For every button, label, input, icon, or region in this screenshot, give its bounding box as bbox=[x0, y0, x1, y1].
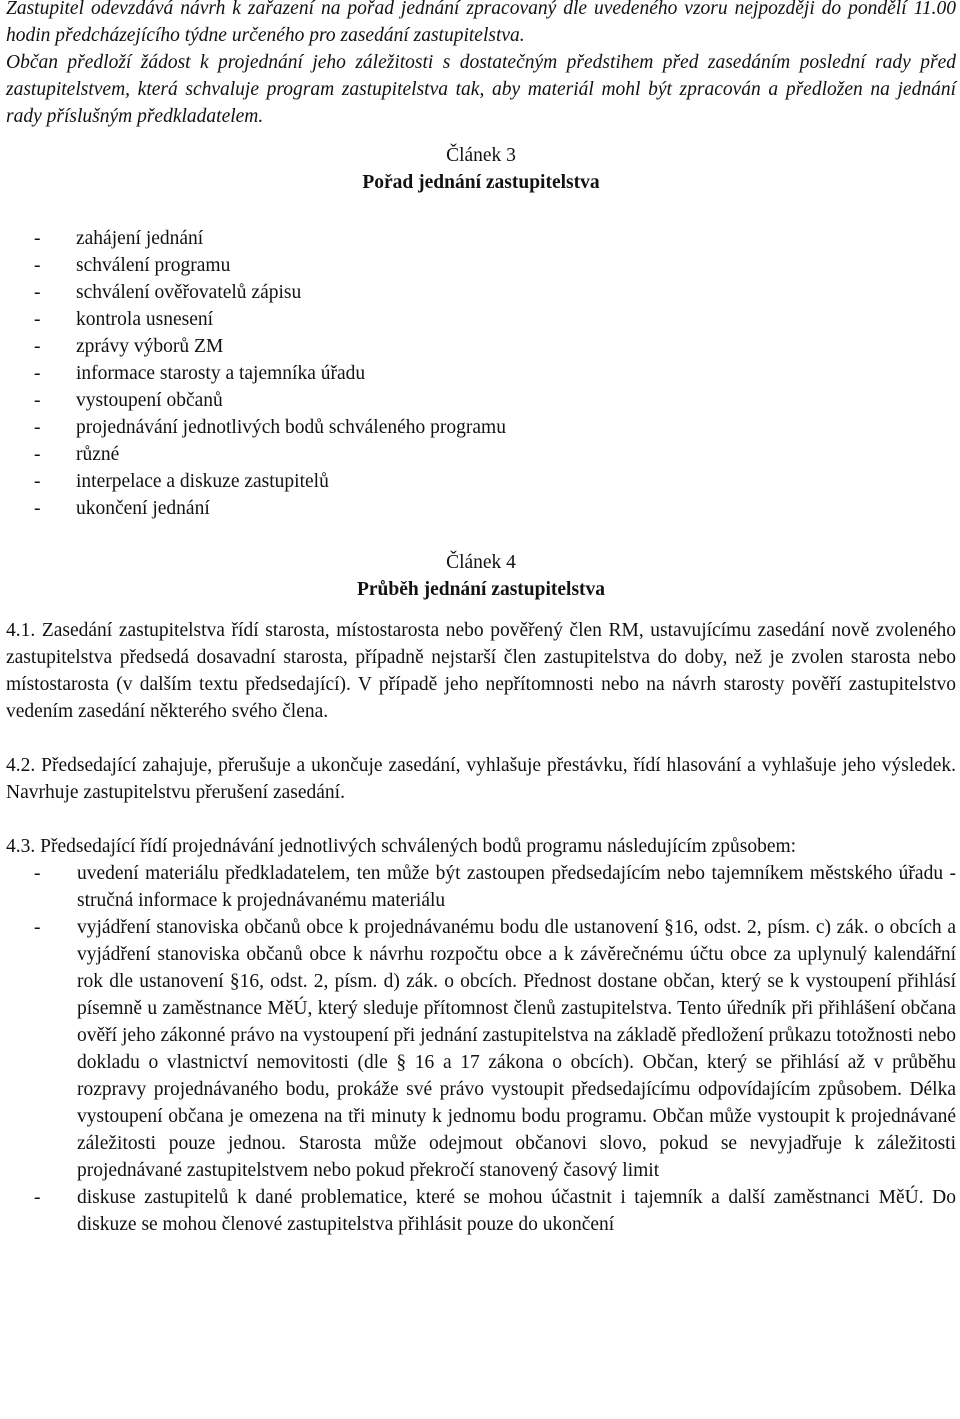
article-4-number: Článek 4 bbox=[446, 552, 516, 573]
paragraph-4-3: 4.3. Předsedající řídí projednávání jednotlivých schválených bodů programu následujícím způsobem: bbox=[6, 836, 797, 857]
list-item: - projednávání jednotlivých bodů schváleného programu bbox=[6, 414, 956, 441]
list-item: - vystoupení občanů bbox=[6, 387, 956, 414]
article-3-number: Článek 3 bbox=[446, 145, 516, 166]
intro-paragraph-2: Občan předloží žádost k projednání jeho záležitosti s dostatečným předstihem před zasedáním poslední rady před zastupitelstvem, která schvaluje program zastupitelstva tak, aby materiál mohl být zpracován a předložen na jednání rady příslušným předkladatelem. bbox=[6, 52, 956, 127]
list-item: - různé bbox=[6, 441, 956, 468]
article-4-heading bbox=[6, 549, 956, 603]
document-page bbox=[6, 0, 956, 1238]
list-item: - zahájení jednání bbox=[6, 225, 956, 252]
paragraph-4-2: 4.2. Předsedající zahajuje, přerušuje a ukončuje zasedání, vyhlašuje přestávku, řídí hlasování a vyhlašuje jeho výsledek. Navrhuje zastupitelstvu přerušení zasedání. bbox=[6, 755, 956, 803]
list-item: - schválení ověřovatelů zápisu bbox=[6, 279, 956, 306]
intro-paragraph-1: Zastupitel odevzdává návrh k zařazení na pořad jednání zpracovaný dle uvedeného vzoru nejpozději do pondělí 11.00 hodin předcházejícího týdne určeného pro zasedání zastupitelstva. bbox=[6, 0, 956, 46]
article-3-heading bbox=[6, 142, 956, 196]
list-item: - informace starosty a tajemníka úřadu bbox=[6, 360, 956, 387]
list-item: - zprávy výborů ZM bbox=[6, 333, 956, 360]
article-4-title: Průběh jednání zastupitelstva bbox=[356, 579, 606, 600]
list-item: - vyjádření stanoviska občanů obce k projednávanému bodu dle ustanovení §16, odst. 2, písm. c) zák. o obcích a vyjádření stanoviska občanů obce k návrhu rozpočtu obce a k závěrečnému účtu obce za uplynulý kalendářní rok dle ustanovení §16, odst. 2, písm. d) zák. o obcích. Přednost dostane občan, který se k vystoupení přihlásí písemně u zaměstnance MěÚ, který sleduje přítomnost členů zastupitelstva. Tento úředník při přihlášení občana ověří jeho zákonné právo na vystoupení při jednání zastupitelstva na základě předložení průkazu totožnosti nebo dokladu o vlastnictví nemovitosti (dle § 16 a 17 zákona o obcích). Občan, který se přihlásí až v průběhu rozpravy projednávaného bodu, prokáže své právo vystoupit předsedajícímu odpovídajícím způsobem. Délka vystoupení občana je omezena na tři minuty k jednomu bodu programu. Občan může vystoupit k projednávané záležitosti pouze jednou. Starosta může odejmout občanovi slovo, pokud se nevyjadřuje k záležitosti projednávané zastupitelstvem nebo pokud překročí stanovený časový limit bbox=[6, 914, 956, 1184]
list-item: - diskuse zastupitelů k dané problematice, které se mohou účastnit i tajemník a další zaměstnanci MěÚ. Do diskuze se mohou členové zastupitelstva přihlásit pouze do ukončení bbox=[6, 1184, 956, 1238]
procedure-list bbox=[6, 860, 956, 1238]
list-item: - interpelace a diskuze zastupitelů bbox=[6, 468, 956, 495]
paragraph-4-1: 4.1. Zasedání zastupitelstva řídí starosta, místostarosta nebo pověřený člen RM, ustavujícímu zasedání nově zvoleného zastupitelstva předsedá dosavadní starosta, případně nejstarší člen zastupitelstva do doby, než je zvolen starosta nebo místostarosta (v dalším textu předsedající). V případě jeho nepřítomnosti nebo na návrh starosty pověří zastupitelstvo vedením zasedání některého svého člena. bbox=[6, 620, 956, 722]
agenda-list bbox=[6, 225, 956, 522]
article-3-title: Pořad jednání zastupitelstva bbox=[362, 172, 600, 193]
list-item: - uvedení materiálu předkladatelem, ten může být zastoupen předsedajícím nebo tajemníkem městského úřadu - stručná informace k projednávanému materiálu bbox=[6, 860, 956, 914]
list-item: - schválení programu bbox=[6, 252, 956, 279]
list-item: - ukončení jednání bbox=[6, 495, 956, 522]
list-item: - kontrola usnesení bbox=[6, 306, 956, 333]
